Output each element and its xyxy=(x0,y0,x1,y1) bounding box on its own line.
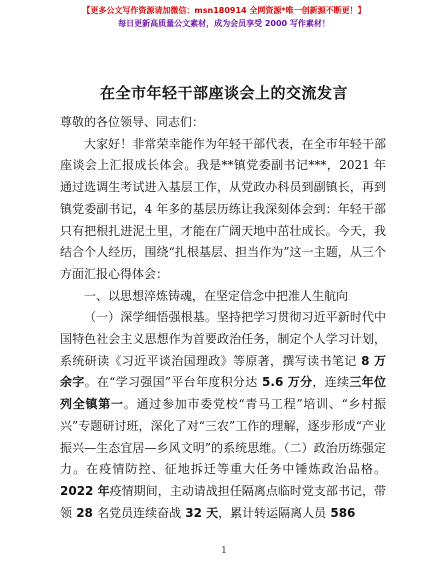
text-run: ，连续 xyxy=(312,375,350,390)
text-run: 名党员连续奋战 xyxy=(97,505,182,520)
bold-run: 28 xyxy=(72,505,98,520)
text-run: 疫情期间，主动请战担任隔离点临时党支部书记，带领 xyxy=(60,483,386,520)
salutation: 尊敬的各位领导、同志们： xyxy=(60,115,205,129)
bold-run: 2022 年 xyxy=(60,483,110,498)
promo-banner xyxy=(0,4,448,30)
section-paragraph-1 xyxy=(60,307,386,524)
document-body xyxy=(60,112,386,524)
bold-run: 8 万余字 xyxy=(60,353,386,390)
bold-run: 5.6 万分 xyxy=(257,375,313,390)
promo-line-1: 【更多公文写作资源请加微信：msn180914 全网资源*唯一创新源不断更！】 xyxy=(82,6,366,15)
text-run: ，累计转运隔离人员 xyxy=(218,505,327,520)
section-heading-1: 一、以思想淬炼铸魂，在坚定信念中把准人生航向 xyxy=(84,288,349,303)
promo-line-2: 每日更新高质量公文素材，成为会员享受 2000 写作素材！ xyxy=(118,19,330,28)
bold-run: 32 天 xyxy=(181,505,219,520)
text-run: 。在“学习强国”平台年度积分达 xyxy=(84,375,258,390)
intro-paragraph: 大家好！非常荣幸能作为年轻干部代表，在全市年轻干部座谈会上汇报成长体会。我是**镇党委副书记***，2021 年通过选调生考试进入基层工作，从党政办科员到副镇长，再到镇党委副书记，4 年多的基层历练让我深刻体会到：年轻干部只有把根扎进泥土里，才能在广阔天地中茁壮成长。今天，我结合个人经历，围绕“扎根基层、担当作为”这一主题，从三个方面汇报心得体会： xyxy=(60,136,386,281)
text-run: （一）深学细悟强根基。坚持把学习贯彻习近平新时代中国特色社会主义思想作为首要政治任务，制定个人学习计划，系统研读《习近平谈治国理政》等原著，撰写读书笔记 xyxy=(60,310,386,368)
text-run: 。通过参加市委党校“青马工程”培训、“乡村振兴”专题研讨班，深化了对“三农”工作的理解，逐步形成“产业振兴—生态宜居—乡风文明”的系统思维。（二）政治历练强定力。在疫情防控、征地拆迁等重大任务中锤炼政治品格。 xyxy=(60,397,386,477)
page-number: 1 xyxy=(221,546,227,556)
document-title: 在全市年轻干部座谈会上的交流发言 xyxy=(99,84,348,102)
bold-run: 三年位列全镇第一 xyxy=(60,375,386,412)
bold-run: 586 xyxy=(326,505,356,520)
